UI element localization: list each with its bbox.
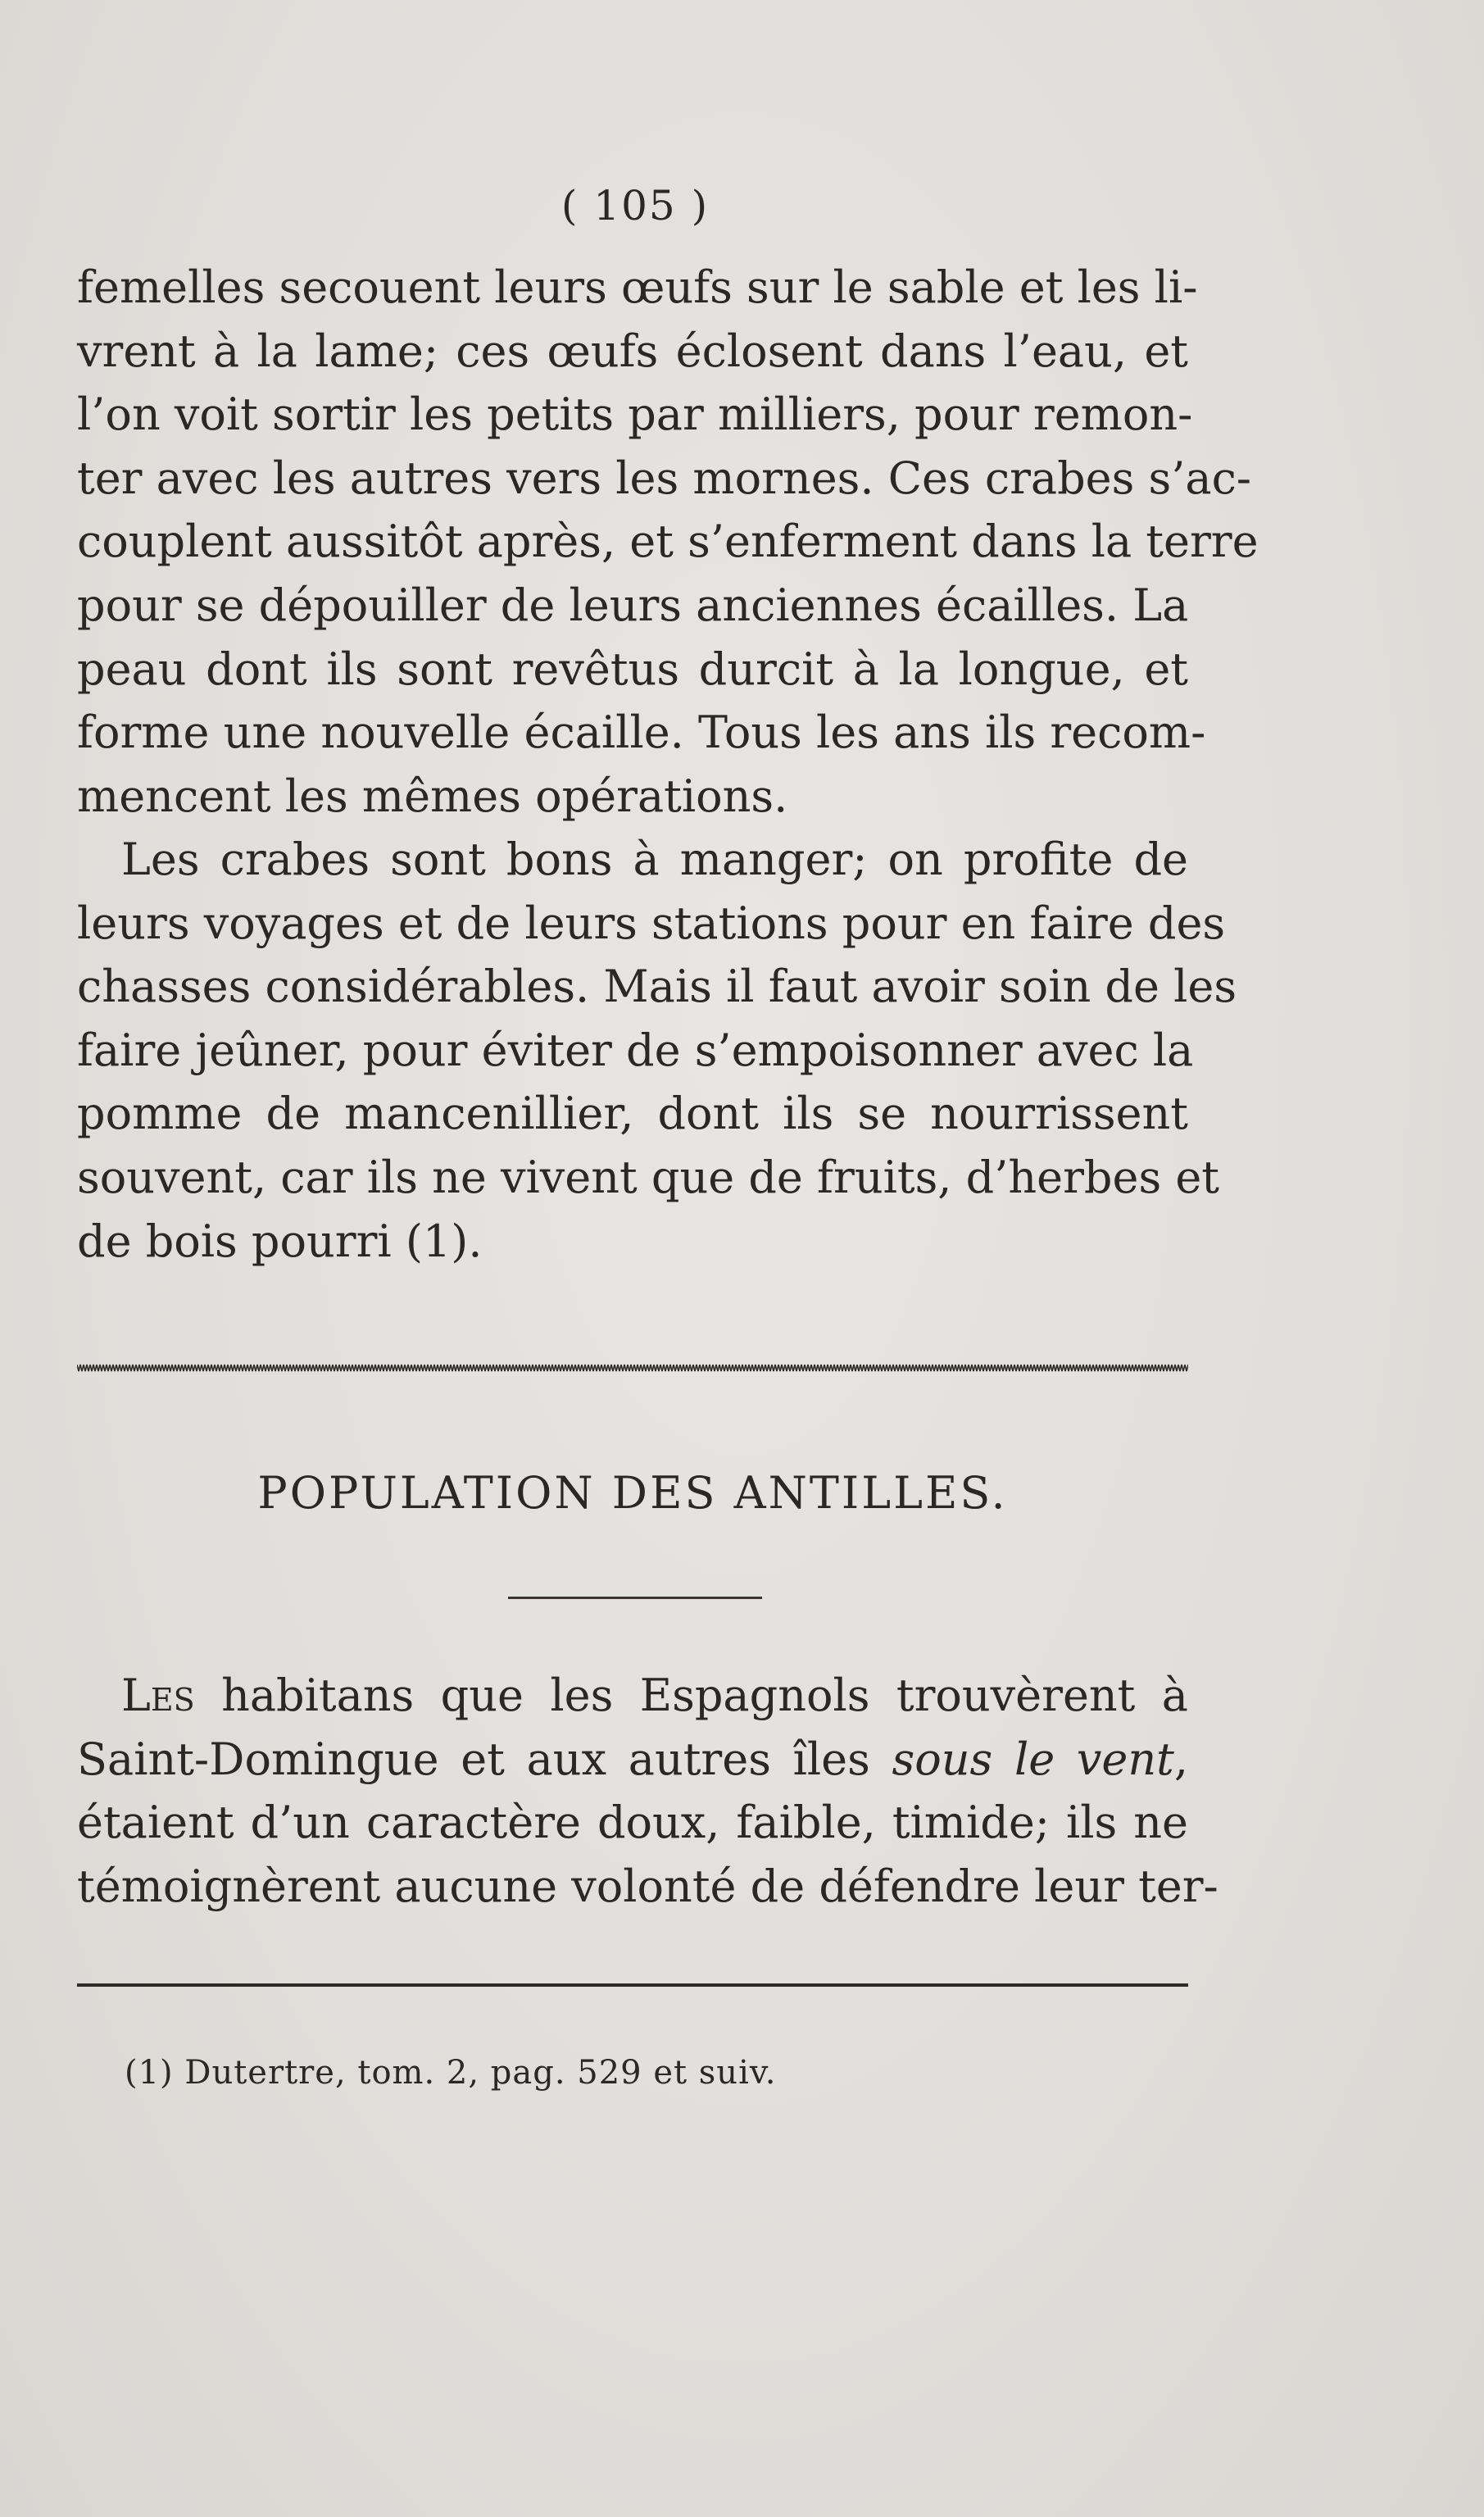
punctuation: , — [1173, 1733, 1189, 1785]
paragraph-antilles-population — [77, 1664, 1219, 1918]
text-line: étaient d’un caractère doux, faible, timide; ils ne — [77, 1797, 1188, 1849]
title-divider — [508, 1597, 762, 1599]
line-text: Saint-Domingue et aux autres îles — [77, 1733, 870, 1785]
page-number: ( 105 ) — [560, 182, 710, 229]
footnote-divider — [77, 1983, 1188, 1987]
line-text: habitans que les Espagnols trouvèrent à — [221, 1670, 1188, 1721]
text-line: couplent aussitôt après, et s’enferment dans la terre — [77, 516, 1259, 568]
lead-word: Les — [121, 1670, 195, 1721]
text-line: ter avec les autres vers les mornes. Ces crabes s’ac- — [77, 452, 1252, 504]
paragraph-crab-hunting — [77, 828, 1237, 1273]
text-line: l’on voit sortir les petits par milliers, pour remon- — [77, 388, 1193, 441]
footnote: (1) Dutertre, tom. 2, pag. 529 et suiv. — [125, 2054, 777, 2092]
paragraph-crab-molting — [77, 256, 1259, 828]
text-line — [77, 1664, 1188, 1728]
text-line: Les crabes sont bons à manger; on profite de — [121, 834, 1188, 885]
text-line: faire jeûner, pour éviter de s’empoisonner avec la — [77, 1024, 1194, 1076]
text-line: leurs voyages et de leurs stations pour en faire des — [77, 897, 1226, 949]
section-title: POPULATION DES ANTILLES. — [257, 1467, 1008, 1519]
italic-phrase: sous le vent — [892, 1733, 1174, 1785]
text-line — [77, 1728, 1188, 1792]
text-line: de bois pourri (1). — [77, 1215, 483, 1267]
text-line: peau dont ils sont revêtus durcit à la longue, et — [77, 643, 1188, 695]
ornamental-wavy-rule — [77, 1362, 1188, 1374]
text-line: chasses considérables. Mais il faut avoir soin de les — [77, 961, 1237, 1013]
text-line: pour se dépouiller de leurs anciennes écailles. La — [77, 579, 1189, 631]
text-line: femelles secouent leurs œufs sur le sable et les li- — [77, 261, 1198, 313]
text-line: mencent les mêmes opérations. — [77, 770, 788, 822]
text-line: forme une nouvelle écaille. Tous les ans ils recom- — [77, 706, 1206, 759]
text-line: témoignèrent aucune volonté de défendre leur ter- — [77, 1860, 1219, 1912]
text-line: pomme de mancenillier, dont ils se nourrissent — [77, 1088, 1188, 1140]
text-line: souvent, car ils ne vivent que de fruits, d’herbes et — [77, 1151, 1219, 1203]
text-line: vrent à la lame; ces œufs éclosent dans l’eau, et — [77, 325, 1188, 377]
